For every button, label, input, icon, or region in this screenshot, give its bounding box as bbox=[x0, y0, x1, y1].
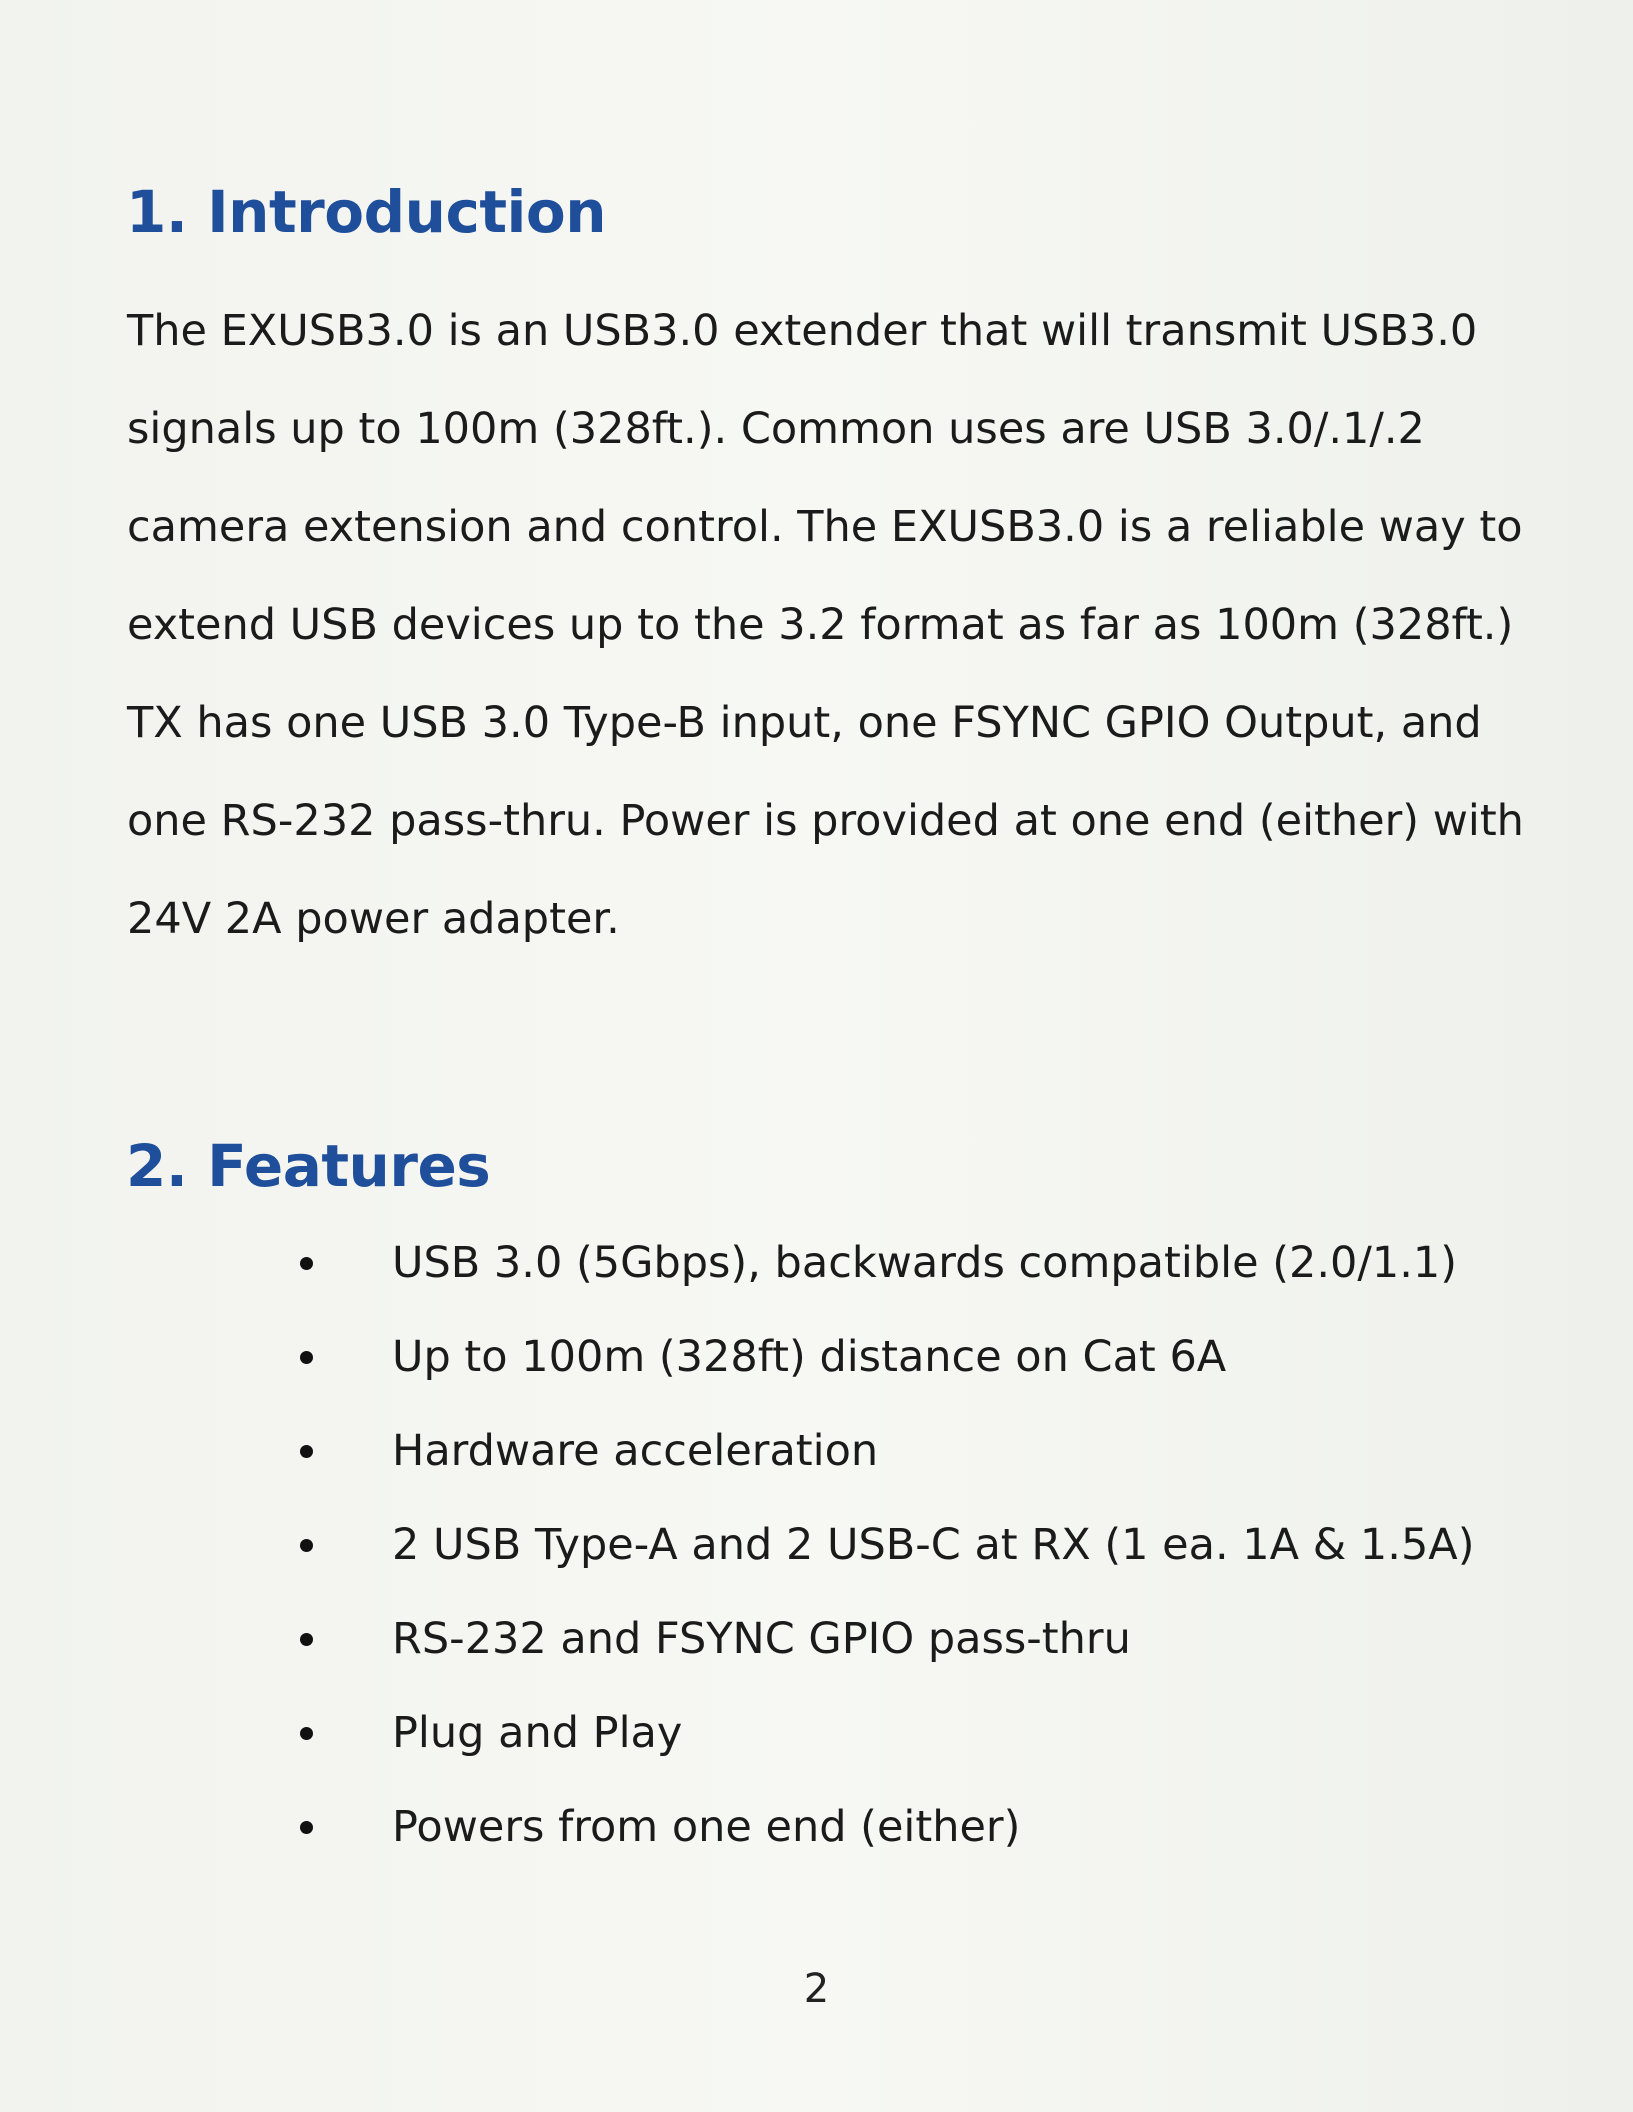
feature-item bbox=[290, 1507, 1590, 1601]
feature-item bbox=[290, 1413, 1590, 1507]
feature-text: Plug and Play bbox=[392, 1708, 683, 1758]
introduction-line: The EXUSB3.0 is an USB3.0 extender that will transmit USB3.0 bbox=[127, 306, 1478, 356]
bullet-icon bbox=[300, 1351, 313, 1364]
feature-text: USB 3.0 (5Gbps), backwards compatible (2.0/1.1) bbox=[392, 1238, 1458, 1288]
feature-text: RS-232 and FSYNC GPIO pass-thru bbox=[392, 1614, 1131, 1664]
bullet-icon bbox=[300, 1633, 313, 1646]
bullet-icon bbox=[300, 1445, 313, 1458]
page-number: 2 bbox=[803, 1966, 830, 2012]
introduction-line: 24V 2A power adapter. bbox=[127, 894, 620, 944]
feature-item bbox=[290, 1695, 1590, 1789]
introduction-heading: 1. Introduction bbox=[126, 178, 607, 246]
feature-item bbox=[290, 1319, 1590, 1413]
introduction-paragraph bbox=[127, 282, 1607, 968]
introduction-line: extend USB devices up to the 3.2 format as far as 100m (328ft.) bbox=[127, 600, 1514, 650]
introduction-line: one RS-232 pass-thru. Power is provided at one end (either) with bbox=[127, 796, 1524, 846]
bullet-icon bbox=[300, 1257, 313, 1270]
introduction-line: camera extension and control. The EXUSB3.0 is a reliable way to bbox=[127, 502, 1523, 552]
bullet-icon bbox=[300, 1821, 313, 1834]
features-list bbox=[290, 1225, 1590, 1883]
bullet-icon bbox=[300, 1727, 313, 1740]
bullet-icon bbox=[300, 1539, 313, 1552]
feature-text: 2 USB Type-A and 2 USB-C at RX (1 ea. 1A & 1.5A) bbox=[392, 1520, 1475, 1570]
feature-text: Powers from one end (either) bbox=[392, 1802, 1021, 1852]
feature-item bbox=[290, 1601, 1590, 1695]
introduction-line: TX has one USB 3.0 Type-B input, one FSYNC GPIO Output, and bbox=[127, 698, 1482, 748]
feature-text: Up to 100m (328ft) distance on Cat 6A bbox=[392, 1332, 1227, 1382]
introduction-line: signals up to 100m (328ft.). Common uses are USB 3.0/.1/.2 bbox=[127, 404, 1425, 454]
features-heading: 2. Features bbox=[126, 1132, 491, 1200]
feature-item bbox=[290, 1225, 1590, 1319]
feature-item bbox=[290, 1789, 1590, 1883]
feature-text: Hardware acceleration bbox=[392, 1426, 879, 1476]
